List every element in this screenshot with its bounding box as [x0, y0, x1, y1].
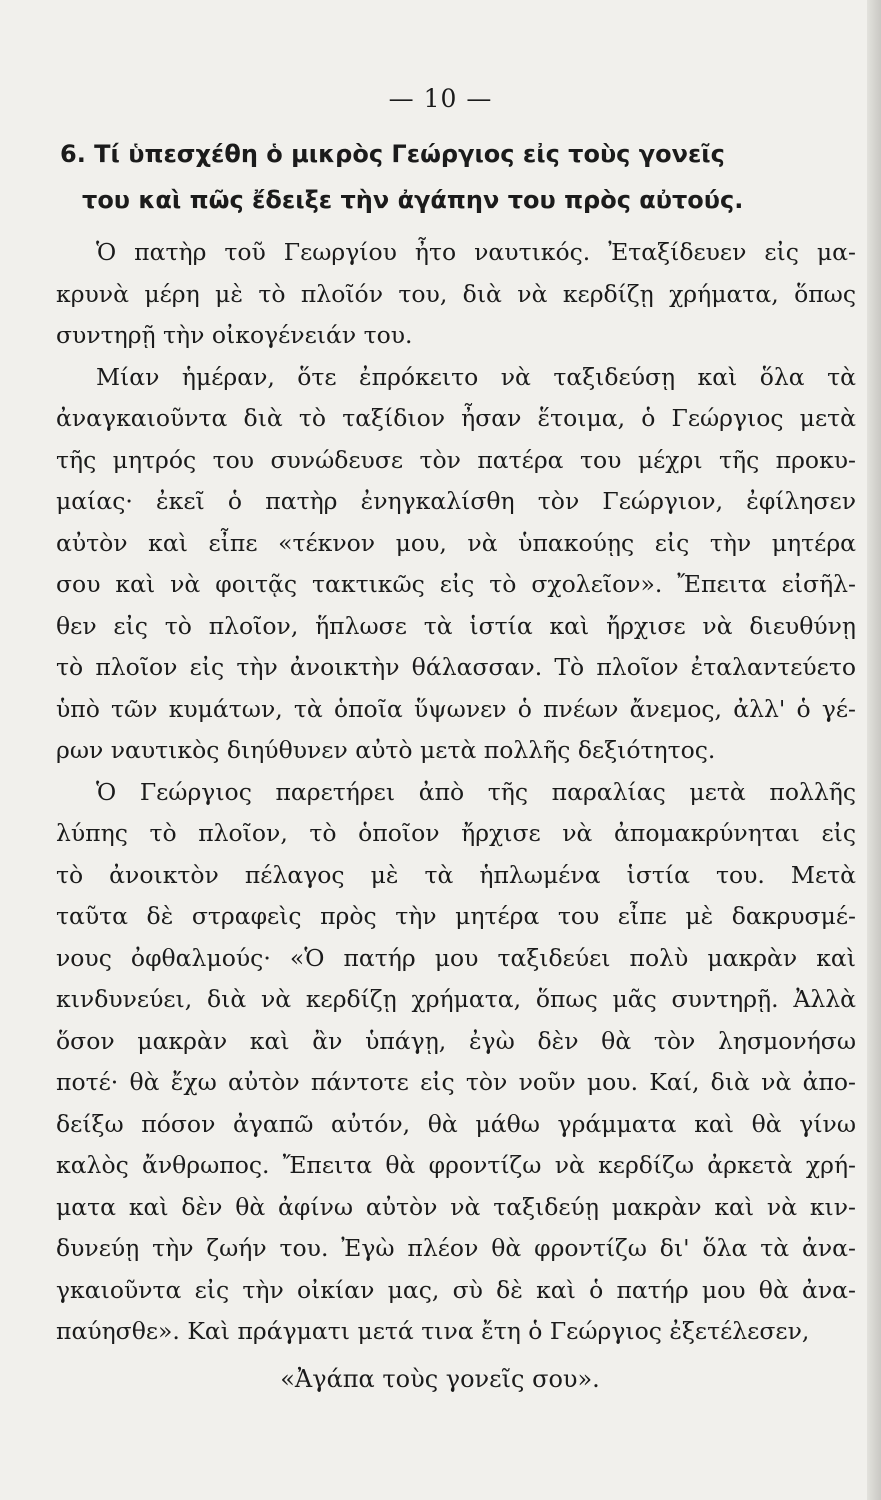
page-number: — 10 — — [388, 84, 493, 113]
body-line: Ὁ πατὴρ τοῦ Γεωργίου ἦτο ναυτικός. Ἐταξίδευεν εἰς μα- — [96, 238, 856, 266]
body-line: ὑπὸ τῶν κυμάτων, τὰ ὁποῖα ὕψωνεν ὁ πνέων ἄνεμος, ἀλλ' ὁ γέ- — [56, 694, 856, 723]
body-line: θεν εἰς τὸ πλοῖον, ἥπλωσε τὰ ἱστία καὶ ἤρχισε νὰ διευθύνῃ — [56, 611, 856, 640]
body-line: καλὸς ἄνθρωπος. Ἔπειτα θὰ φροντίζω νὰ κερδίζω ἀρκετὰ χρή- — [56, 1151, 856, 1179]
body-line: Ὁ Γεώργιος παρετήρει ἀπὸ τῆς παραλίας μετὰ πολλῆς — [96, 777, 856, 806]
body-line: κινδυνεύει, διὰ νὰ κερδίζῃ χρήματα, ὅπως μᾶς συντηρῇ. Ἀλλὰ — [56, 985, 856, 1013]
body-line: ἀναγκαιοῦντα διὰ τὸ ταξίδιον ἦσαν ἕτοιμα, ὁ Γεώργιος μετὰ — [56, 404, 856, 432]
closing-motto: «Ἀγάπα τοὺς γονεῖς σου». — [280, 1364, 600, 1393]
body-line: ὅσον μακρὰν καὶ ἂν ὑπάγῃ, ἐγὼ δὲν θὰ τὸν λησμονήσω — [56, 1026, 856, 1055]
body-line: κρυνὰ μέρη μὲ τὸ πλοῖόν του, διὰ νὰ κερδίζῃ χρήματα, ὅπως — [56, 279, 856, 308]
body-line: συντηρῇ τὴν οἰκογένειάν του. — [56, 321, 413, 349]
body-line: μαίας· ἐκεῖ ὁ πατὴρ ἐνηγκαλίσθη τὸν Γεώργιον, ἐφίλησεν — [56, 487, 856, 515]
body-line: γκαιοῦντα εἰς τὴν οἰκίαν μας, σὺ δὲ καὶ ὁ πατήρ μου θὰ ἀνα- — [56, 1275, 856, 1304]
body-line: αὐτὸν καὶ εἶπε «τέκνον μου, νὰ ὑπακούῃς εἰς τὴν μητέρα — [56, 528, 856, 557]
body-line: τὸ ἀνοικτὸν πέλαγος μὲ τὰ ἡπλωμένα ἱστία του. Μετὰ — [56, 860, 856, 889]
section-heading-line-2: του καὶ πῶς ἔδειξε τὴν ἀγάπην του πρὸς αὐτούς. — [82, 186, 744, 214]
body-line: δείξω πόσον ἀγαπῶ αὐτόν, θὰ μάθω γράμματα καὶ θὰ γίνω — [56, 1109, 856, 1138]
body-line: λύπης τὸ πλοῖον, τὸ ὁποῖον ἤρχισε νὰ ἀπομακρύνηται εἰς — [56, 819, 856, 847]
body-line: Μίαν ἡμέραν, ὅτε ἐπρόκειτο νὰ ταξιδεύσῃ καὶ ὅλα τὰ — [96, 362, 856, 391]
body-line: νους ὀφθαλμούς· «Ὁ πατήρ μου ταξιδεύει πολὺ μακρὰν καὶ — [56, 943, 856, 972]
body-line: παύησθε». Καὶ πράγματι μετά τινα ἔτη ὁ Γεώργιος ἐξετέλεσεν, — [56, 1317, 810, 1345]
body-line: τῆς μητρός του συνώδευσε τὸν πατέρα του μέχρι τῆς προκυ- — [56, 445, 856, 474]
body-line: σου καὶ νὰ φοιτᾷς τακτικῶς εἰς τὸ σχολεῖον». Ἔπειτα εἰσῆλ- — [56, 570, 856, 598]
section-heading-line-1: 6. Τί ὑπεσχέθη ὁ μικρὸς Γεώργιος εἰς τοὺς γονεῖς — [60, 140, 725, 168]
body-line: τὸ πλοῖον εἰς τὴν ἀνοικτὴν θάλασσαν. Τὸ πλοῖον ἐταλαντεύετο — [56, 653, 856, 681]
body-line: ποτέ· θὰ ἔχω αὐτὸν πάντοτε εἰς τὸν νοῦν μου. Καί, διὰ νὰ ἀπο- — [56, 1068, 856, 1096]
page-edge-shadow — [867, 0, 881, 1500]
body-line: ταῦτα δὲ στραφεὶς πρὸς τὴν μητέρα του εἶπε μὲ δακρυσμέ- — [56, 902, 856, 930]
body-line: δυνεύῃ τὴν ζωήν του. Ἐγὼ πλέον θὰ φροντίζω δι' ὅλα τὰ ἀνα- — [56, 1234, 856, 1262]
body-line: ρων ναυτικὸς διηύθυνεν αὐτὸ μετὰ πολλῆς δεξιότητος. — [56, 736, 716, 764]
body-line: ματα καὶ δὲν θὰ ἀφίνω αὐτὸν νὰ ταξιδεύῃ μακρὰν καὶ νὰ κιν- — [56, 1192, 856, 1221]
